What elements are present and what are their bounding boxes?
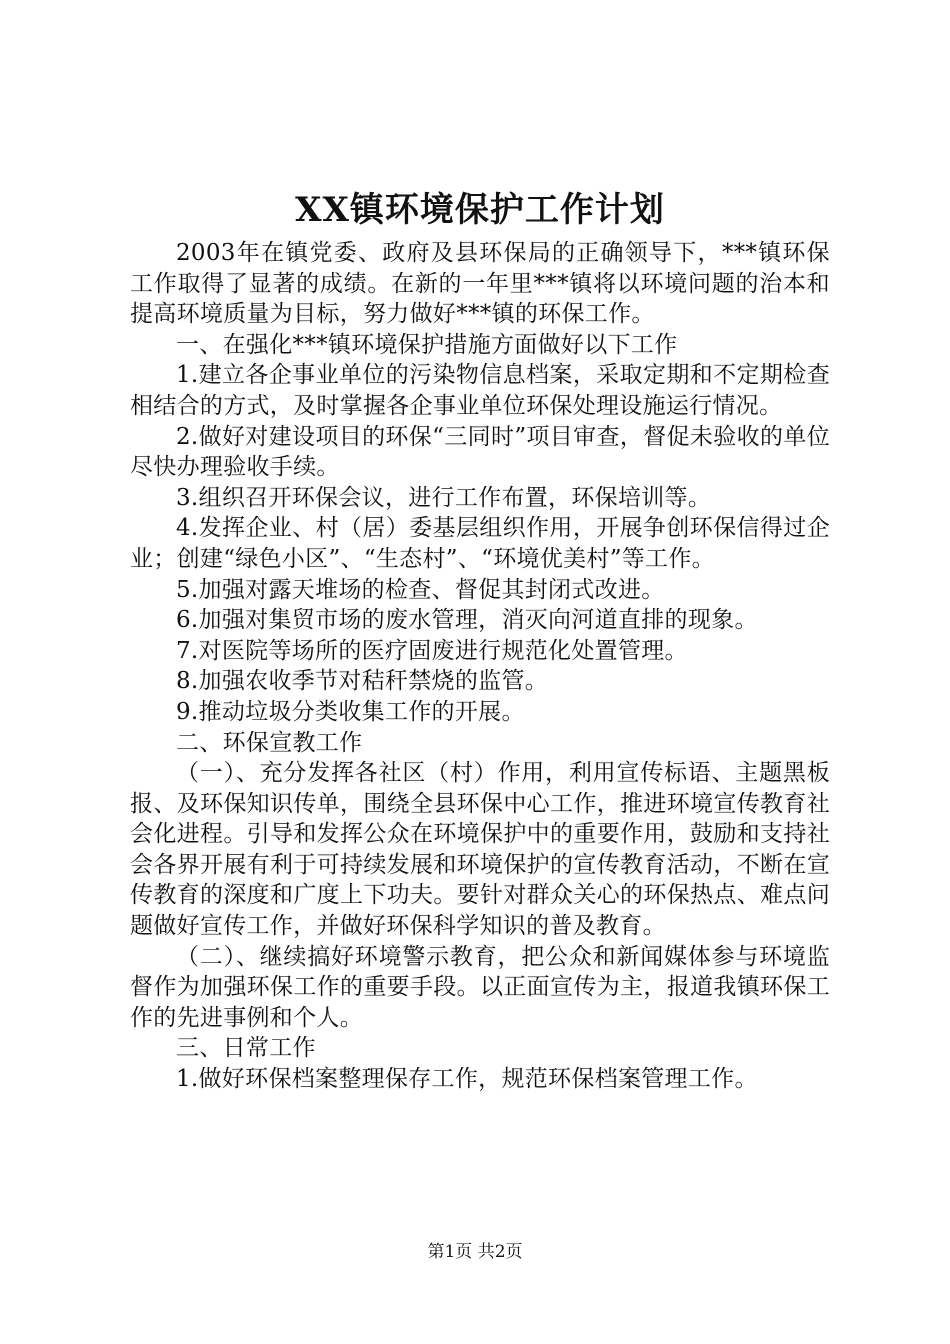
section-heading-2: 二、环保宣教工作: [176, 729, 363, 756]
list-item: 1.建立各企事业单位的污染物信息档案，采取定期和不定期检查相结合的方式，及时掌握各企事业单位环保处理设施运行情况。: [130, 362, 830, 419]
list-item: 9.推动垃圾分类收集工作的开展。: [176, 698, 525, 725]
document-body: [130, 238, 830, 1095]
list-item: 2.做好对建设项目的环保“三同时”项目审查，督促未验收的单位尽快办理验收手续。: [130, 423, 830, 481]
document-page: [130, 0, 830, 1344]
document-title: XX镇环境保护工作计划: [295, 190, 665, 230]
body-paragraph: （二）、继续搞好环境警示教育，把公众和新闻媒体参与环境监督作为加强环保工作的重要手段。以正面宣传为主，报道我镇环保工作的先进事例和个人。: [130, 943, 830, 1031]
list-item: 4.发挥企业、村（居）委基层组织作用，开展争创环保信得过企业；创建“绿色小区”、“生态村”、“环境优美村”等工作。: [130, 515, 830, 572]
list-item: 1.做好环保档案整理保存工作，规范环保档案管理工作。: [176, 1066, 758, 1093]
body-paragraph: （一）、充分发挥各社区（村）作用，利用宣传标语、主题黑板报、及环保知识传单，围绕全县环保中心工作，推进环境宣传教育社会化进程。引导和发挥公众在环境保护中的重要作用，鼓励和支持社会各界开展有利于可持续发展和环境保护的宣传教育活动，不断在宣传教育的深度和广度上下功夫。要针对群众关心的环保热点、难点问题做好宣传工作，并做好环保科学知识的普及教育。: [130, 760, 830, 940]
section-heading-3: 三、日常工作: [176, 1035, 316, 1062]
list-item: 5.加强对露天堆场的检查、督促其封闭式改进。: [176, 576, 665, 603]
list-item: 7.对医院等场所的医疗固废进行规范化处置管理。: [176, 637, 688, 664]
intro-paragraph: 2003年在镇党委、政府及县环保局的正确领导下，***镇环保工作取得了显著的成绩。在新的一年里***镇将以环境问题的治本和提高环境质量为目标，努力做好***镇的环保工作。: [130, 240, 830, 328]
section-heading-1: 一、在强化***镇环境保护措施方面做好以下工作: [176, 331, 678, 358]
page-footer: 第1页 共2页: [427, 1242, 523, 1262]
list-item: 6.加强对集贸市场的废水管理，消灭向河道直排的现象。: [176, 607, 758, 634]
list-item: 3.组织召开环保会议，进行工作布置，环保培训等。: [176, 484, 712, 511]
list-item: 8.加强农收季节对秸秆禁烧的监管。: [176, 668, 549, 695]
